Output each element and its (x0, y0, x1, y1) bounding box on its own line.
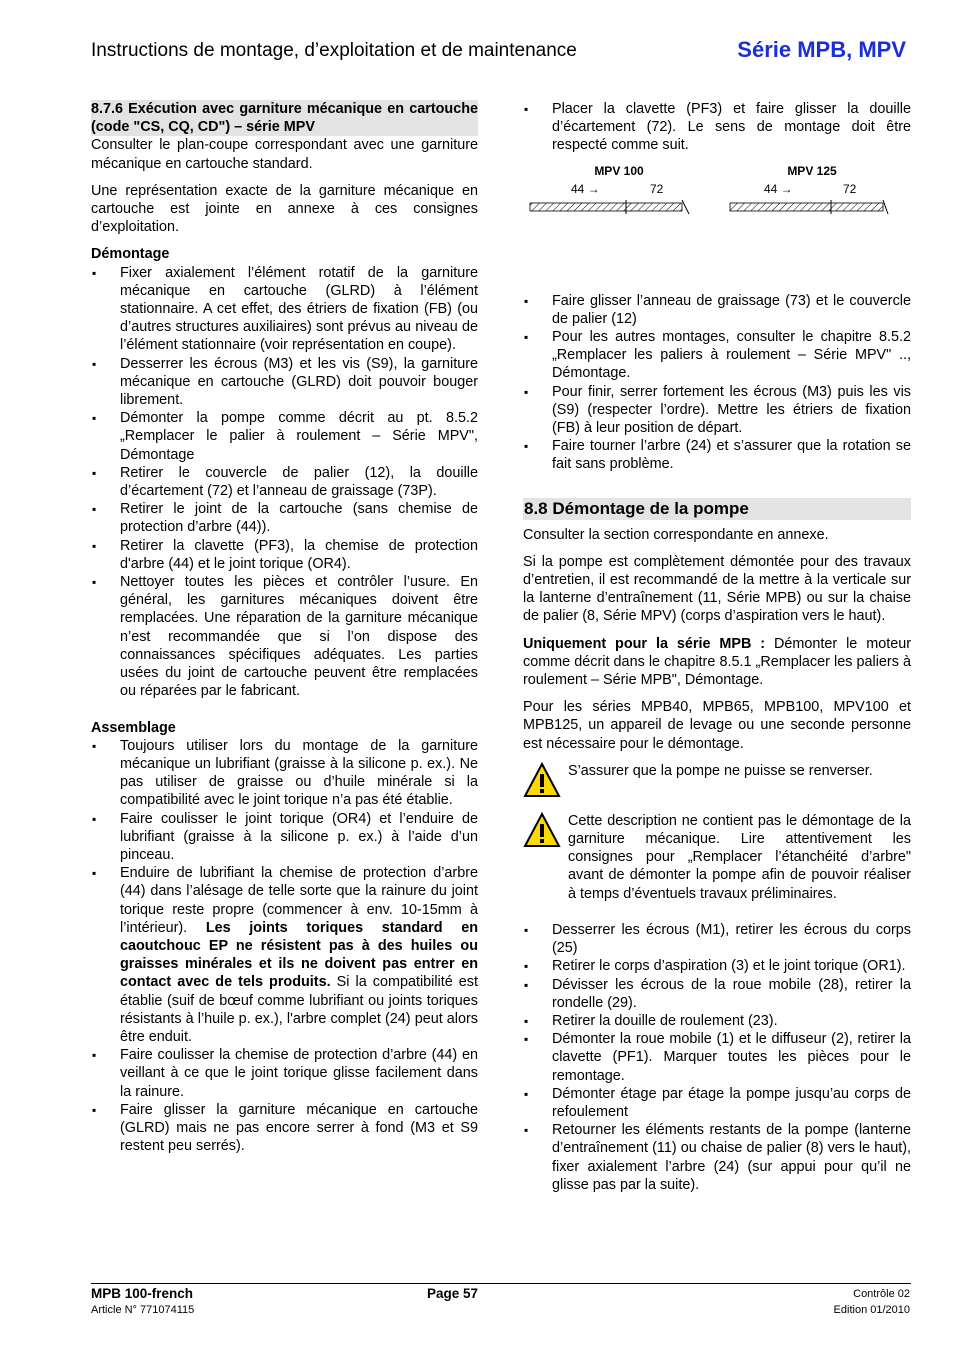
footer-page-number: Page 57 (427, 1286, 479, 1301)
spacer-direction-diagram (523, 159, 911, 282)
footer-article-number: Article N° 771074115 (91, 1304, 195, 1316)
list-top (523, 100, 911, 155)
warning-icon (523, 812, 561, 848)
text: Démonter le moteur comme décrit dans le chapitre 8.5.1 „Remplacer les paliers à roulement – Série MPB", Démontage. (523, 635, 911, 689)
bold-warning-text: Les joints toriques standard en caoutchouc EP ne résistent pas à des huiles ou graisses minérales et ils ne doivent pas entrer en contact avec de tels produits. (120, 919, 478, 991)
list-item: ▪ Toujours utiliser lors du montage de la garniture mécanique un lubrifiant (graisse à la silicone p. ex.). Ne pas utiliser de graisse ou d’huile minérale si la compatibilité avec le joint torique n’a pas été établie. (91, 737, 478, 810)
warning-text: S’assurer que la pompe ne puisse se renverser. (568, 762, 873, 779)
text: Enduire de lubrifiant la chemise de protection d’arbre (44) dans l’alésage de telle sorte que la rainure du joint torique reste propre (commencer à env. 10-15mm à l’intérieur). (120, 865, 478, 936)
paragraph: Consulter le plan-coupe correspondant avec une garniture mécanique en cartouche standard. (91, 137, 478, 172)
list-item: ▪ Pour les autres montages, consulter le chapitre 8.5.2 „Remplacer les paliers à roulement – Série MPV" .., Démontage. (523, 328, 911, 383)
assembly-diagrams (523, 159, 911, 282)
warning-block (523, 762, 911, 802)
demontage-list (91, 264, 478, 701)
list-mid (523, 292, 911, 474)
text: Si la compatibilité est établie (suif de bœuf comme lubrifiant ou joints toriques résistants à l’huile p. ex.), l'arbre complet (24) peut alors être enduit. (120, 974, 478, 1045)
list-item: ▪ Dévisser les écrous de la roue mobile (28), retirer la rondelle (29). (523, 976, 911, 1012)
list-item: ▪ Démonter étage par étage la pompe jusqu’au corps de refoulement (523, 1085, 911, 1121)
series-title: Série MPB, MPV (737, 37, 906, 62)
diagram2-label-44: 44 → (764, 181, 793, 196)
left-column (91, 100, 478, 1163)
paragraph: Pour les séries MPB40, MPB65, MPB100, MPV100 et MPB125, un appareil de levage ou une seconde personne est nécessaire pour le démontage. (523, 699, 911, 752)
diagram1-label-44: 44 → (571, 181, 600, 196)
list-item: ▪ Retirer le joint de la cartouche (sans chemise de protection d’arbre (44)). (91, 500, 478, 536)
diagram1-shaft (530, 200, 693, 282)
footer-edition: Edition 01/2010 (833, 1304, 910, 1316)
list-item (91, 864, 478, 1046)
paragraph: Si la pompe est complètement démontée pour des travaux d’entretien, il est recommandé de la mettre à la verticale sur la lanterne d’entraînement (11, Série MPB) ou sur la chaise de palier (8, Série MPV) (corps d’aspiration vers le haut). (523, 553, 911, 625)
list-item: ▪ Retirer le couvercle de palier (12), la douille d’écartement (72) et l’anneau de graissage (73P). (91, 464, 478, 500)
assemblage-heading: Assemblage (91, 719, 176, 736)
document-title: Instructions de montage, d’exploitation et de maintenance (91, 40, 577, 61)
diagram1-label-72: 72 (650, 181, 664, 196)
paragraph: Une représentation exacte de la garniture mécanique en cartouche est jointe en annexe à ces consignes d’exploitation. (91, 182, 478, 236)
diagram1-title: MPV 100 (594, 163, 644, 178)
warning-text: Cette description ne contient pas le démontage de la garniture mécanique. Lire attentivement les consignes pour „Remplacer l’étanchéité d’arbre" avant de démonter la pompe afin de pouvoir réaliser à temps d’éventuels travaux préliminaires. (568, 812, 911, 902)
right-column (523, 100, 911, 1202)
section-title-88: 8.8 Démontage de la pompe (523, 498, 911, 520)
footer-doc-name: MPB 100-french (91, 1286, 194, 1301)
warning-block (523, 812, 911, 903)
footer-control: Contrôle 02 (853, 1288, 910, 1300)
list-item: ▪ Retirer la clavette (PF3), la chemise de protection d'arbre (44) et le joint torique (OR4). (91, 537, 478, 573)
list-item: ▪ Desserrer les écrous (M1), retirer les écrous du corps (25) (523, 921, 911, 957)
list-item: ▪ Pour finir, serrer fortement les écrous (M3) puis les vis (S9) (respecter l’ordre). Mettre les étriers de fixation (FB) à leur position de départ. (523, 383, 911, 438)
list-item: ▪ Faire tourner l’arbre (24) et s’assurer que la rotation se fait sans problème. (523, 437, 911, 473)
warning-icon (523, 762, 561, 798)
diagram2-label-72: 72 (843, 181, 857, 196)
footer-divider (91, 1283, 911, 1284)
list-item: ▪ Fixer axialement l’élément rotatif de la garniture mécanique en cartouche (GLRD) à l’élément stationnaire. A cet effet, des étriers de fixation (FB) (ou d’autres structures auxiliaires) sont prévus au niveau de l’élément stationnaire (voir représentation en coupe). (91, 264, 478, 355)
list-bottom (523, 921, 911, 1194)
list-item: ▪ Faire glisser la garniture mécanique en cartouche (GLRD) mais ne pas encore serrer à fond (M3 et S9 restent peu serrés). (91, 1101, 478, 1156)
paragraph: Consulter la section correspondante en annexe. (523, 526, 829, 543)
list-item: ▪ Nettoyer toutes les pièces et contrôler l’usure. En général, les garnitures mécaniques doivent être remplacées. Une réparation de la garniture mécanique n’est recommandée que si l’on dispose des connaissances spécifiques adéquates. Les parties usées du joint de cartouche peuvent être remplacées ou réparées par le fabricant. (91, 573, 478, 700)
list-item: ▪ Retirer la douille de roulement (23). (523, 1012, 911, 1030)
diagram2-shaft (721, 200, 891, 282)
list-item: ▪ Faire coulisser le joint torique (OR4) et l’enduire de lubrifiant (graisse à la silicone p. ex.) à l’aide d’un pinceau. (91, 810, 478, 865)
list-item: ▪ Desserrer les écrous (M3) et les vis (S9), la garniture mécanique en cartouche (GLRD) doit pouvoir bouger librement. (91, 355, 478, 410)
paragraph (523, 635, 911, 690)
diagram2-title: MPV 125 (787, 163, 837, 178)
assemblage-list (91, 737, 478, 1156)
list-item: ▪ Faire coulisser la chemise de protection d’arbre (44) en veillant à ce que le joint torique glisse facilement dans la rainure. (91, 1046, 478, 1101)
list-item: ▪ Retourner les éléments restants de la pompe (lanterne d’entraînement (11) ou chaise de palier (8) vers le haut), fixer axialement l’arbre (24) (sur appui pour qu’il ne glisse pas par la suite). (523, 1121, 911, 1194)
list-item: ▪ Démonter la pompe comme décrit au pt. 8.5.2 „Remplacer le palier à roulement – Série MPV", Démontage (91, 409, 478, 464)
demontage-heading: Démontage (91, 246, 170, 263)
list-item: ▪ Faire glisser l’anneau de graissage (73) et le couvercle de palier (12) (523, 292, 911, 328)
list-item: ▪ Placer la clavette (PF3) et faire glisser la douille d’écartement (72). Le sens de montage doit être respecté comme suit. (523, 100, 911, 155)
bold-text: Uniquement pour la série MPB : (523, 635, 766, 652)
list-item: ▪ Retirer le corps d’aspiration (3) et le joint torique (OR1). (523, 957, 911, 975)
list-item: ▪ Démonter la roue mobile (1) et le diffuseur (2), retirer la clavette (PF1). Marquer toutes les pièces pour le remontage. (523, 1030, 911, 1085)
section-title-876: 8.7.6 Exécution avec garniture mécanique en cartouche (code "CS, CQ, CD") – série MPV (91, 101, 478, 136)
